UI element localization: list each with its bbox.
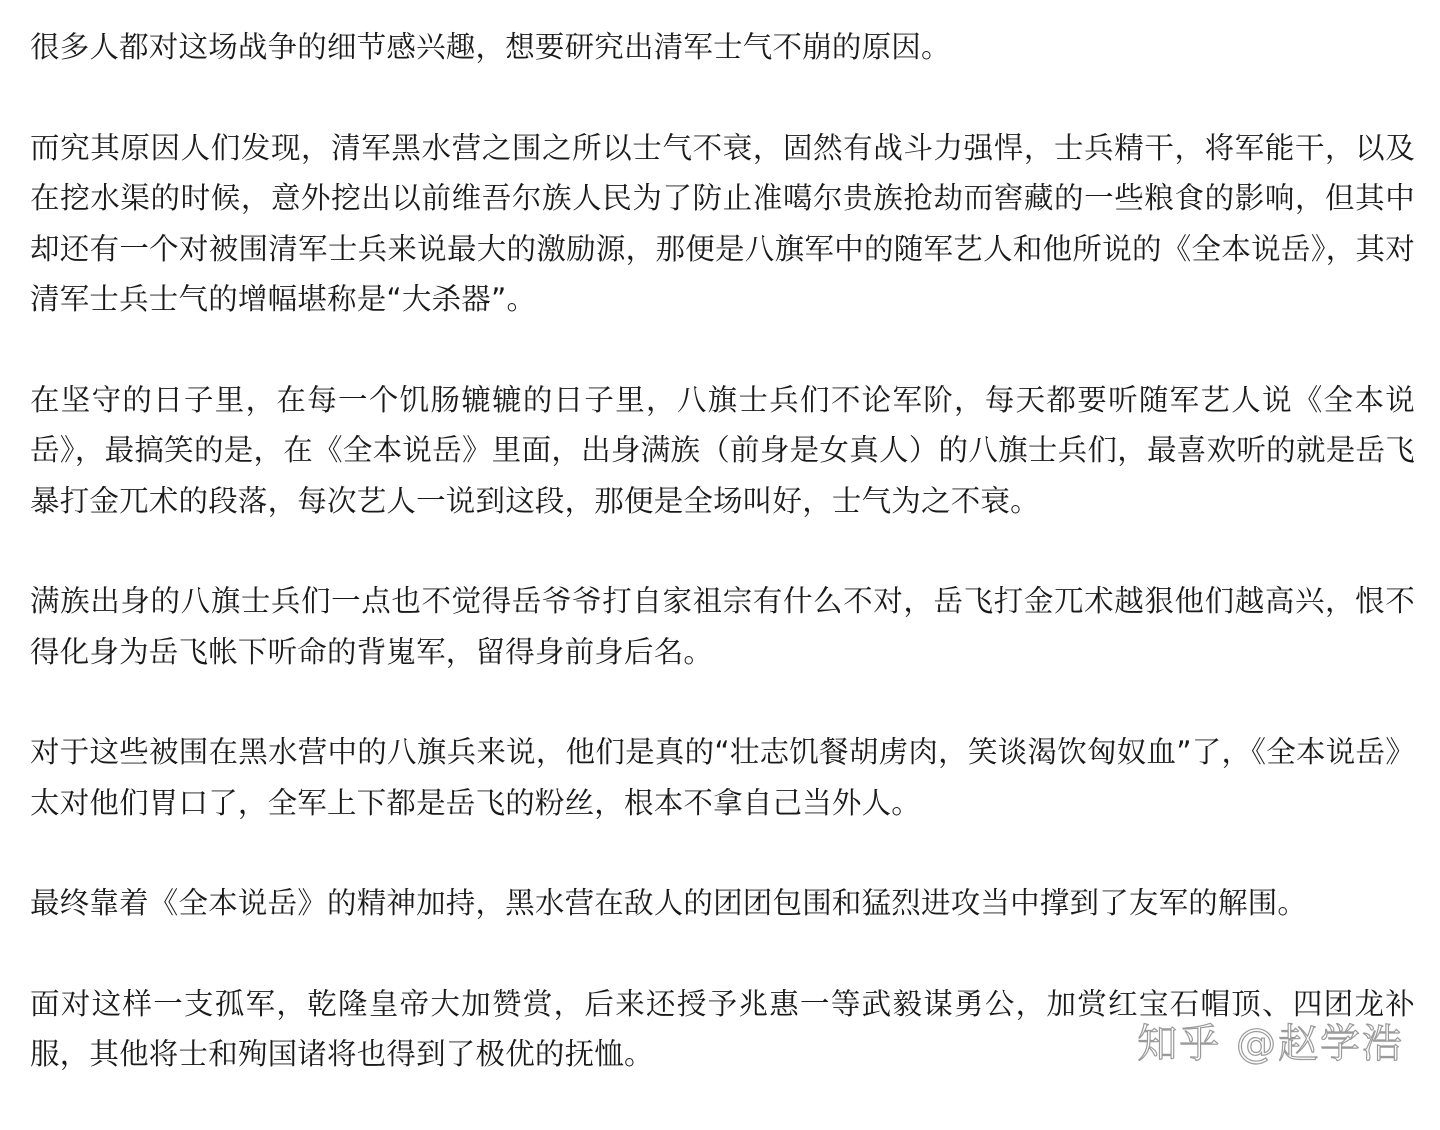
paragraph-6: 最终靠着《全本说岳》的精神加持，黑水营在敌人的团团包围和猛烈进攻当中撑到了友军的解围。 bbox=[30, 886, 1308, 920]
zhihu-watermark: 知乎 @赵学浩 bbox=[1137, 1021, 1404, 1067]
article-body bbox=[30, 22, 1415, 1130]
paragraph-7: 面对这样一支孤军，乾隆皇帝大加赞赏，后来还授予兆惠一等武毅谋勇公，加赏红宝石帽顶、四团龙补服，其他将士和殉国诸将也得到了极优的抚恤。 bbox=[30, 986, 1415, 1071]
paragraph-2: 而究其原因人们发现，清军黑水营之围之所以士气不衰，固然有战斗力强悍，士兵精干，将军能干，以及在挖水渠的时候，意外挖出以前维吾尔族人民为了防止准噶尔贵族抢劫而窖藏的一些粮食的影响，但其中却还有一个对被围清军士兵来说最大的激励源，那便是八旗军中的随军艺人和他所说的《全本说岳》，其对清军士兵士气的增幅堪称是“大杀器”。 bbox=[30, 130, 1415, 316]
paragraph-1: 很多人都对这场战争的细节感兴趣，想要研究出清军士气不崩的原因。 bbox=[30, 30, 951, 64]
paragraph-4: 满族出身的八旗士兵们一点也不觉得岳爷爷打自家祖宗有什么不对，岳飞打金兀术越狠他们越高兴，恨不得化身为岳飞帐下听命的背嵬军，留得身前身后名。 bbox=[30, 584, 1415, 669]
paragraph-5: 对于这些被围在黑水营中的八旗兵来说，他们是真的“壮志饥餐胡虏肉，笑谈渴饮匈奴血”了，《全本说岳》太对他们胃口了，全军上下都是岳飞的粉丝，根本不拿自己当外人。 bbox=[30, 735, 1415, 820]
paragraph-3: 在坚守的日子里，在每一个饥肠辘辘的日子里，八旗士兵们不论军阶，每天都要听随军艺人说《全本说岳》，最搞笑的是，在《全本说岳》里面，出身满族（前身是女真人）的八旗士兵们，最喜欢听的就是岳飞暴打金兀术的段落，每次艺人一说到这段，那便是全场叫好，士气为之不衰。 bbox=[30, 382, 1415, 518]
